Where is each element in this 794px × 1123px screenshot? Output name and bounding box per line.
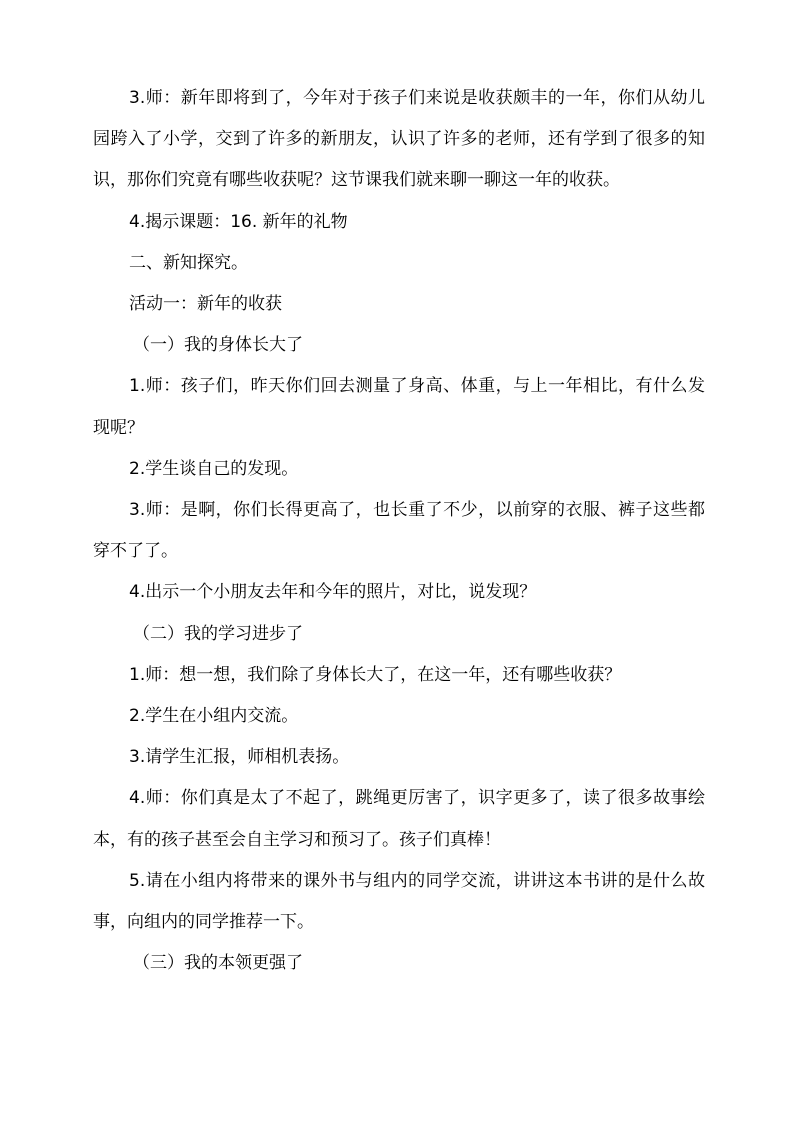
document-body [93,78,705,984]
subheading-skills-stronger: （三）我的本领更强了 [133,953,303,974]
subheading-body-grown: （一）我的身体长大了 [133,335,303,356]
section-heading-new-knowledge: 二、新知探究。 [129,252,248,273]
paragraph-measure-height: 1.师：孩子们，昨天你们回去测量了身高、体重，与上一年相比，有什么发现呢？ [93,376,705,438]
paragraph-reveal-topic: 4.揭示课题：16. 新年的礼物 [129,211,348,232]
paragraph-group-exchange: 2.学生在小组内交流。 [129,706,299,727]
paragraph-praise: 4.师：你们真是太了不起了，跳绳更厉害了，识字更多了，读了很多故事绘本，有的孩子甚至会自主学习和预习了。孩子们真棒！ [93,788,705,850]
paragraph-students-share: 2.学生谈自己的发现。 [129,458,299,479]
paragraph-book-exchange: 5.请在小组内将带来的课外书与组内的同学交流，讲讲这本书讲的是什么故事，向组内的同学推荐一下。 [93,870,705,933]
paragraph-show-photos: 4.出示一个小朋友去年和今年的照片，对比，说发现？ [129,582,537,603]
paragraph-think-harvest: 1.师：想一想，我们除了身体长大了，在这一年，还有哪些收获？ [129,664,622,685]
paragraph-students-report: 3.请学生汇报，师相机表扬。 [129,747,350,768]
paragraph-teacher-intro: 3.师：新年即将到了，今年对于孩子们来说是收获颇丰的一年，你们从幼儿园跨入了小学，交到了许多的新朋友，认识了许多的老师，还有学到了很多的知识，那你们究竟有哪些收获呢？这节课我们就来聊一聊这一年的收获。 [93,88,705,191]
activity-heading-harvest: 活动一：新年的收获 [129,294,282,315]
paragraph-grew-taller: 3.师：是啊，你们长得更高了，也长重了不少，以前穿的衣服、裤子这些都穿不了了。 [93,500,705,562]
subheading-study-progress: （二）我的学习进步了 [133,623,303,644]
